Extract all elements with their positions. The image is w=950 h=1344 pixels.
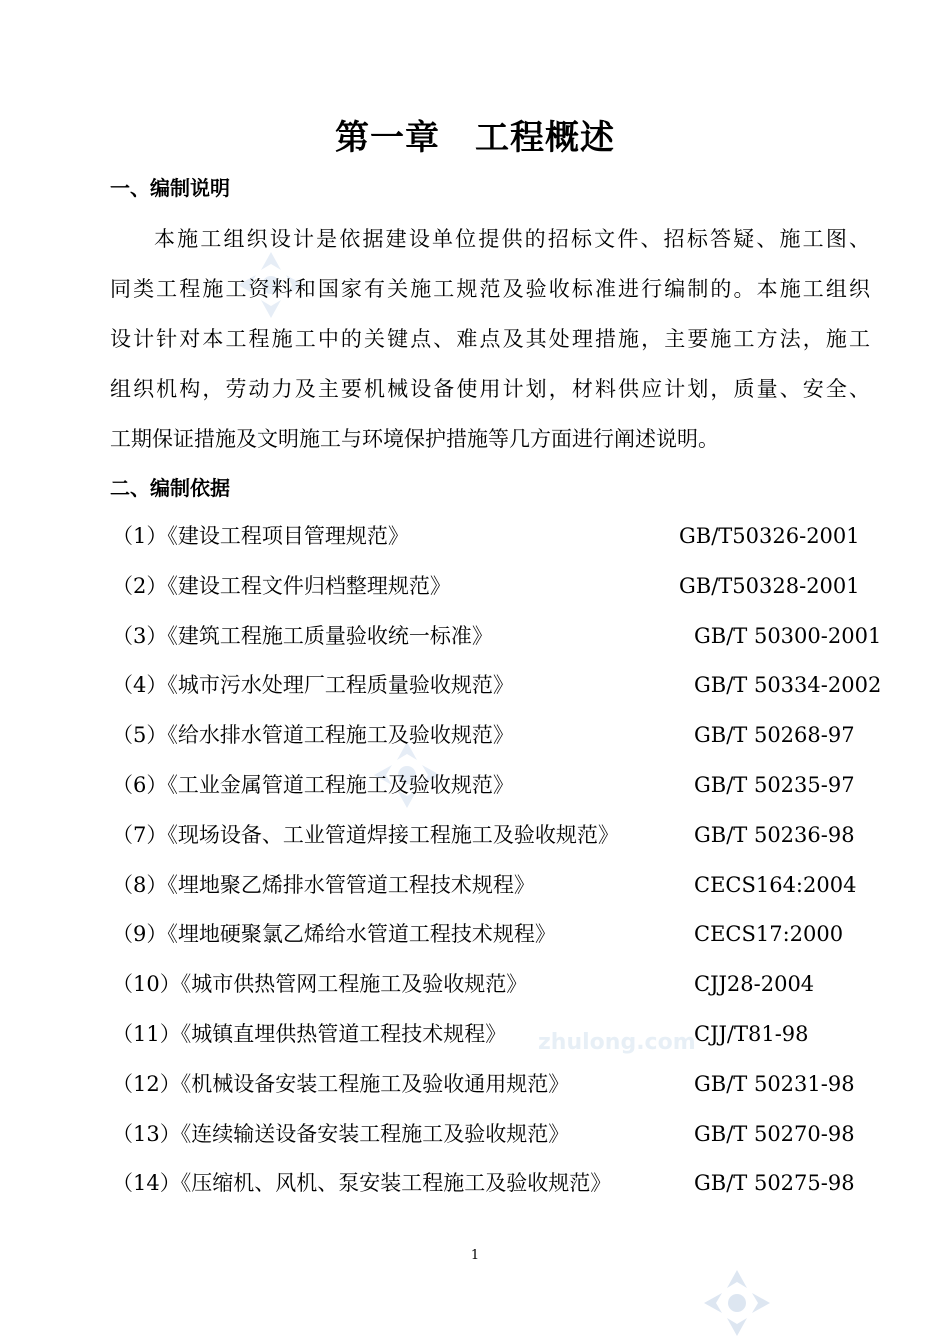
reference-title: 《建设工程项目管理规范》 [167, 524, 409, 548]
reference-title: 《城镇直埋供热管道工程技术规程》 [180, 1021, 507, 1046]
reference-item [112, 1009, 872, 1059]
reference-title: 《现场设备、工业管道焊接工程施工及验收规范》 [167, 822, 619, 847]
paragraph-line: 同类工程施工资料和国家有关施工规范及验收标准进行编制的。本施工组织 [110, 277, 870, 301]
reference-item [112, 561, 872, 611]
reference-item [112, 1158, 872, 1208]
page-number: 1 [470, 1248, 480, 1263]
reference-item [112, 909, 872, 959]
paragraph-line: 设计针对本工程施工中的关键点、难点及其处理措施，主要施工方法，施工 [110, 327, 870, 351]
reference-number: （2） [112, 573, 168, 598]
reference-item [112, 1109, 872, 1159]
reference-code: GB/T 50236-98 [694, 822, 855, 847]
reference-list [112, 511, 882, 1208]
watermark-text: zhulong.com [538, 1030, 696, 1055]
reference-number: （7） [112, 822, 168, 847]
reference-item [112, 660, 882, 710]
reference-title: 《建设工程文件归档整理规范》 [167, 573, 451, 598]
reference-code: CJJ/T81-98 [694, 1021, 809, 1046]
reference-code: GB/T 50275-98 [694, 1171, 855, 1196]
reference-number: （9） [112, 922, 168, 947]
reference-code: GB/T 50231-98 [694, 1071, 855, 1096]
paragraph-line: 工期保证措施及文明施工与环境保护措施等几方面进行阐述说明。 [110, 427, 719, 451]
chapter-title: 第一章 工程概述 [335, 118, 615, 158]
reference-number: （11） [112, 1021, 181, 1046]
reference-title: 《埋地聚乙烯排水管管道工程技术规程》 [167, 872, 535, 897]
reference-item [112, 710, 872, 760]
reference-number: （1） [112, 524, 168, 548]
reference-number: （4） [112, 673, 168, 698]
reference-item [112, 860, 872, 910]
reference-code: CECS17:2000 [694, 922, 844, 947]
reference-item [112, 611, 882, 661]
reference-code: GB/T 50334-2002 [694, 673, 882, 698]
reference-item [112, 511, 872, 561]
reference-number: （10） [112, 972, 181, 997]
reference-code: CJJ28-2004 [694, 972, 815, 997]
reference-number: （5） [112, 723, 168, 748]
reference-title: 《埋地硬聚氯乙烯给水管道工程技术规程》 [167, 922, 556, 947]
reference-number: （6） [112, 772, 168, 797]
reference-number: （14） [112, 1171, 181, 1196]
reference-code: GB/T50326-2001 [679, 524, 860, 548]
reference-title: 《工业金属管道工程施工及验收规范》 [167, 772, 514, 797]
reference-code: GB/T 50300-2001 [694, 623, 882, 648]
paragraph-line: 本施工组织设计是依据建设单位提供的招标文件、招标答疑、施工图、 [154, 227, 870, 251]
section-heading-explanation: 一、编制说明 [110, 176, 230, 200]
reference-title: 《城市污水处理厂工程质量验收规范》 [167, 673, 514, 698]
reference-title: 《建筑工程施工质量验收统一标准》 [167, 623, 493, 648]
reference-code: GB/T50328-2001 [679, 573, 860, 598]
reference-code: GB/T 50268-97 [694, 723, 855, 748]
reference-title: 《压缩机、风机、泵安装工程施工及验收规范》 [180, 1171, 612, 1196]
reference-code: CECS164:2004 [694, 872, 857, 897]
paragraph-line: 组织机构，劳动力及主要机械设备使用计划，材料供应计划，质量、安全、 [110, 377, 870, 401]
reference-title: 《城市供热管网工程施工及验收规范》 [180, 972, 528, 997]
reference-number: （8） [112, 872, 168, 897]
reference-code: GB/T 50270-98 [694, 1121, 855, 1146]
reference-title: 《连续输送设备安装工程施工及验收规范》 [180, 1121, 570, 1146]
reference-title: 《机械设备安装工程施工及验收通用规范》 [180, 1071, 570, 1096]
reference-item [112, 810, 872, 860]
reference-number: （13） [112, 1121, 181, 1146]
reference-number: （12） [112, 1071, 181, 1096]
reference-item [112, 1059, 872, 1109]
reference-number: （3） [112, 623, 168, 648]
section-heading-basis: 二、编制依据 [110, 476, 230, 500]
reference-title: 《给水排水管道工程施工及验收规范》 [167, 723, 514, 748]
explanation-paragraph [110, 214, 870, 464]
reference-item [112, 760, 872, 810]
reference-item [112, 959, 872, 1009]
watermark-logo-icon [702, 1268, 772, 1338]
reference-code: GB/T 50235-97 [694, 772, 855, 797]
